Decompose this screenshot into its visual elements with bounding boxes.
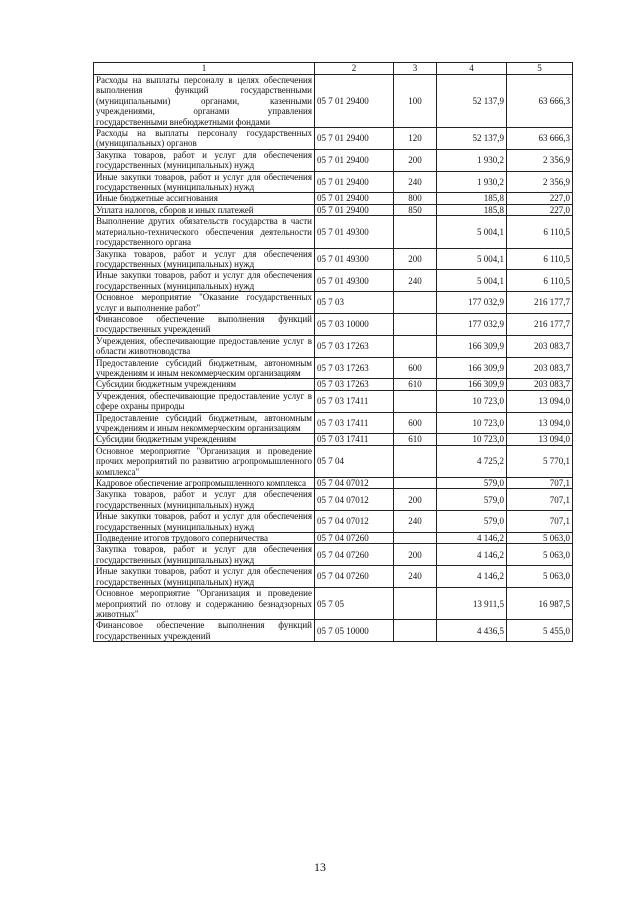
row-value-1: 4 146,2 [437, 544, 507, 566]
row-name: Иные закупки товаров, работ и услуг для обеспечения государственных (муниципальных) нужд [94, 270, 315, 292]
row-value-2: 63 666,3 [507, 75, 573, 128]
row-value-1: 4 436,5 [437, 620, 507, 642]
row-name: Предоставление субсидий бюджетным, автономным учреждениям и иным некоммерческим организациям [94, 412, 315, 434]
row-name: Расходы на выплаты персоналу в целях обеспечения выполнения функций государственными (муниципальными) органами, казенными учреждениями, органами управления государственными внебюджетными фондами [94, 75, 315, 128]
row-value-2: 707,1 [507, 478, 573, 489]
table-row [94, 313, 573, 335]
budget-table [93, 62, 573, 642]
row-type: 200 [394, 489, 437, 511]
row-value-1: 4 146,2 [437, 566, 507, 588]
table-row [94, 390, 573, 412]
row-type [394, 478, 437, 489]
row-value-1: 1 930,2 [437, 171, 507, 193]
row-value-2: 227,0 [507, 193, 573, 204]
row-type: 600 [394, 412, 437, 434]
row-value-2: 203 083,7 [507, 335, 573, 357]
row-name: Выполнение других обязательств государства в части материально-технического обеспечения деятельности государственного органа [94, 216, 315, 248]
row-value-1: 185,8 [437, 193, 507, 204]
row-name: Иные закупки товаров, работ и услуг для обеспечения государственных (муниципальных) нужд [94, 566, 315, 588]
table-row [94, 204, 573, 215]
row-type [394, 588, 437, 620]
row-code: 05 7 01 29400 [315, 75, 394, 128]
row-code: 05 7 04 [315, 445, 394, 477]
row-code: 05 7 03 [315, 292, 394, 314]
row-code: 05 7 04 07260 [315, 533, 394, 544]
row-value-1: 4 725,2 [437, 445, 507, 477]
table-row [94, 445, 573, 477]
header-row [94, 63, 573, 75]
row-value-2: 203 083,7 [507, 379, 573, 390]
row-code: 05 7 01 49300 [315, 216, 394, 248]
page-number: 13 [314, 860, 326, 874]
row-name: Закупка товаров, работ и услуг для обеспечения государственных (муниципальных) нужд [94, 149, 315, 171]
table-row [94, 478, 573, 489]
table-row [94, 511, 573, 533]
row-value-1: 1 930,2 [437, 149, 507, 171]
row-type [394, 390, 437, 412]
row-type: 240 [394, 511, 437, 533]
row-value-2: 227,0 [507, 204, 573, 215]
row-type [394, 335, 437, 357]
row-code: 05 7 01 29400 [315, 204, 394, 215]
row-code: 05 7 01 29400 [315, 171, 394, 193]
row-value-1: 4 146,2 [437, 533, 507, 544]
row-type: 200 [394, 149, 437, 171]
table-row [94, 270, 573, 292]
table-row [94, 335, 573, 357]
row-name: Иные бюджетные ассигнования [94, 193, 315, 204]
row-value-1: 579,0 [437, 489, 507, 511]
row-name: Финансовое обеспечение выполнения функций государственных учреждений [94, 313, 315, 335]
row-type [394, 620, 437, 642]
table-row [94, 620, 573, 642]
row-value-2: 6 110,5 [507, 248, 573, 270]
table-row [94, 412, 573, 434]
row-code: 05 7 03 17263 [315, 357, 394, 379]
row-type: 100 [394, 75, 437, 128]
row-code: 05 7 05 [315, 588, 394, 620]
row-name: Подведение итогов трудового соперничества [94, 533, 315, 544]
row-code: 05 7 01 49300 [315, 270, 394, 292]
row-code: 05 7 03 17263 [315, 379, 394, 390]
header-col-5: 5 [507, 63, 573, 75]
row-type [394, 445, 437, 477]
row-value-1: 166 309,9 [437, 357, 507, 379]
row-name: Предоставление субсидий бюджетным, автономным учреждениям и иным некоммерческим организациям [94, 357, 315, 379]
row-code: 05 7 05 10000 [315, 620, 394, 642]
row-code: 05 7 04 07012 [315, 489, 394, 511]
row-name: Основное мероприятие "Оказание государственных услуг и выполнение работ" [94, 292, 315, 314]
row-value-1: 177 032,9 [437, 313, 507, 335]
row-value-1: 52 137,9 [437, 75, 507, 128]
row-value-1: 177 032,9 [437, 292, 507, 314]
row-value-2: 5 770,1 [507, 445, 573, 477]
row-code: 05 7 01 29400 [315, 149, 394, 171]
row-value-2: 13 094,0 [507, 434, 573, 445]
row-value-1: 10 723,0 [437, 412, 507, 434]
row-type: 610 [394, 379, 437, 390]
row-type: 850 [394, 204, 437, 215]
row-name: Финансовое обеспечение выполнения функций государственных учреждений [94, 620, 315, 642]
row-value-2: 216 177,7 [507, 313, 573, 335]
row-code: 05 7 03 10000 [315, 313, 394, 335]
row-type [394, 292, 437, 314]
row-name: Субсидии бюджетным учреждениям [94, 434, 315, 445]
row-value-2: 6 110,5 [507, 216, 573, 248]
row-code: 05 7 01 29400 [315, 193, 394, 204]
row-type: 610 [394, 434, 437, 445]
row-value-2: 707,1 [507, 511, 573, 533]
row-value-2: 6 110,5 [507, 270, 573, 292]
row-name: Основное мероприятие "Организация и проведение прочих мероприятий по развитию агропромышленного комплекса" [94, 445, 315, 477]
table-row [94, 533, 573, 544]
row-code: 05 7 03 17411 [315, 434, 394, 445]
row-code: 05 7 01 49300 [315, 248, 394, 270]
row-type: 240 [394, 270, 437, 292]
row-code: 05 7 01 29400 [315, 128, 394, 150]
row-value-1: 52 137,9 [437, 128, 507, 150]
row-code: 05 7 04 07012 [315, 478, 394, 489]
table-row [94, 75, 573, 128]
header-col-4: 4 [437, 63, 507, 75]
table-row [94, 128, 573, 150]
row-value-2: 13 094,0 [507, 390, 573, 412]
row-code: 05 7 04 07012 [315, 511, 394, 533]
row-value-1: 579,0 [437, 511, 507, 533]
row-code: 05 7 04 07260 [315, 566, 394, 588]
row-value-1: 5 004,1 [437, 270, 507, 292]
row-value-2: 5 455,0 [507, 620, 573, 642]
row-name: Учреждения, обеспечивающие предоставление услуг в сфере охраны природы [94, 390, 315, 412]
row-type [394, 313, 437, 335]
table-row [94, 292, 573, 314]
row-value-2: 5 063,0 [507, 533, 573, 544]
row-value-1: 5 004,1 [437, 248, 507, 270]
row-name: Закупка товаров, работ и услуг для обеспечения государственных (муниципальных) нужд [94, 248, 315, 270]
row-type [394, 533, 437, 544]
row-value-1: 185,8 [437, 204, 507, 215]
row-name: Иные закупки товаров, работ и услуг для обеспечения государственных (муниципальных) нужд [94, 511, 315, 533]
row-name: Уплата налогов, сборов и иных платежей [94, 204, 315, 215]
row-value-1: 10 723,0 [437, 434, 507, 445]
table-row [94, 588, 573, 620]
row-code: 05 7 03 17411 [315, 412, 394, 434]
row-name: Субсидии бюджетным учреждениям [94, 379, 315, 390]
row-value-1: 13 911,5 [437, 588, 507, 620]
table-row [94, 489, 573, 511]
row-value-2: 13 094,0 [507, 412, 573, 434]
row-value-1: 166 309,9 [437, 379, 507, 390]
header-col-2: 2 [315, 63, 394, 75]
row-name: Расходы на выплаты персоналу государственных (муниципальных) органов [94, 128, 315, 150]
table-row [94, 379, 573, 390]
row-name: Кадровое обеспечение агропромышленного комплекса [94, 478, 315, 489]
row-value-2: 203 083,7 [507, 357, 573, 379]
table-row [94, 193, 573, 204]
table-row [94, 357, 573, 379]
row-type: 600 [394, 357, 437, 379]
row-name: Основное мероприятие "Организация и проведение мероприятий по отлову и содержанию безнадзорных животных" [94, 588, 315, 620]
row-type: 200 [394, 544, 437, 566]
header-col-3: 3 [394, 63, 437, 75]
row-type [394, 216, 437, 248]
row-name: Иные закупки товаров, работ и услуг для обеспечения государственных (муниципальных) нужд [94, 171, 315, 193]
row-type: 800 [394, 193, 437, 204]
budget-table-body [94, 63, 573, 642]
table-row [94, 544, 573, 566]
row-code: 05 7 04 07260 [315, 544, 394, 566]
row-value-1: 5 004,1 [437, 216, 507, 248]
row-name: Учреждения, обеспечивающие предоставление услуг в области животноводства [94, 335, 315, 357]
row-value-2: 16 987,5 [507, 588, 573, 620]
table-row [94, 434, 573, 445]
row-type: 200 [394, 248, 437, 270]
header-col-1: 1 [94, 63, 315, 75]
row-value-2: 707,1 [507, 489, 573, 511]
row-value-2: 63 666,3 [507, 128, 573, 150]
table-row [94, 171, 573, 193]
row-value-2: 2 356,9 [507, 171, 573, 193]
row-code: 05 7 03 17263 [315, 335, 394, 357]
row-value-1: 10 723,0 [437, 390, 507, 412]
row-value-2: 2 356,9 [507, 149, 573, 171]
row-value-2: 216 177,7 [507, 292, 573, 314]
row-value-1: 579,0 [437, 478, 507, 489]
table-row [94, 149, 573, 171]
table-row [94, 248, 573, 270]
row-name: Закупка товаров, работ и услуг для обеспечения государственных (муниципальных) нужд [94, 544, 315, 566]
row-name: Закупка товаров, работ и услуг для обеспечения государственных (муниципальных) нужд [94, 489, 315, 511]
row-value-2: 5 063,0 [507, 544, 573, 566]
row-type: 240 [394, 566, 437, 588]
row-type: 240 [394, 171, 437, 193]
table-row [94, 216, 573, 248]
row-type: 120 [394, 128, 437, 150]
row-code: 05 7 03 17411 [315, 390, 394, 412]
row-value-1: 166 309,9 [437, 335, 507, 357]
row-value-2: 5 063,0 [507, 566, 573, 588]
table-row [94, 566, 573, 588]
